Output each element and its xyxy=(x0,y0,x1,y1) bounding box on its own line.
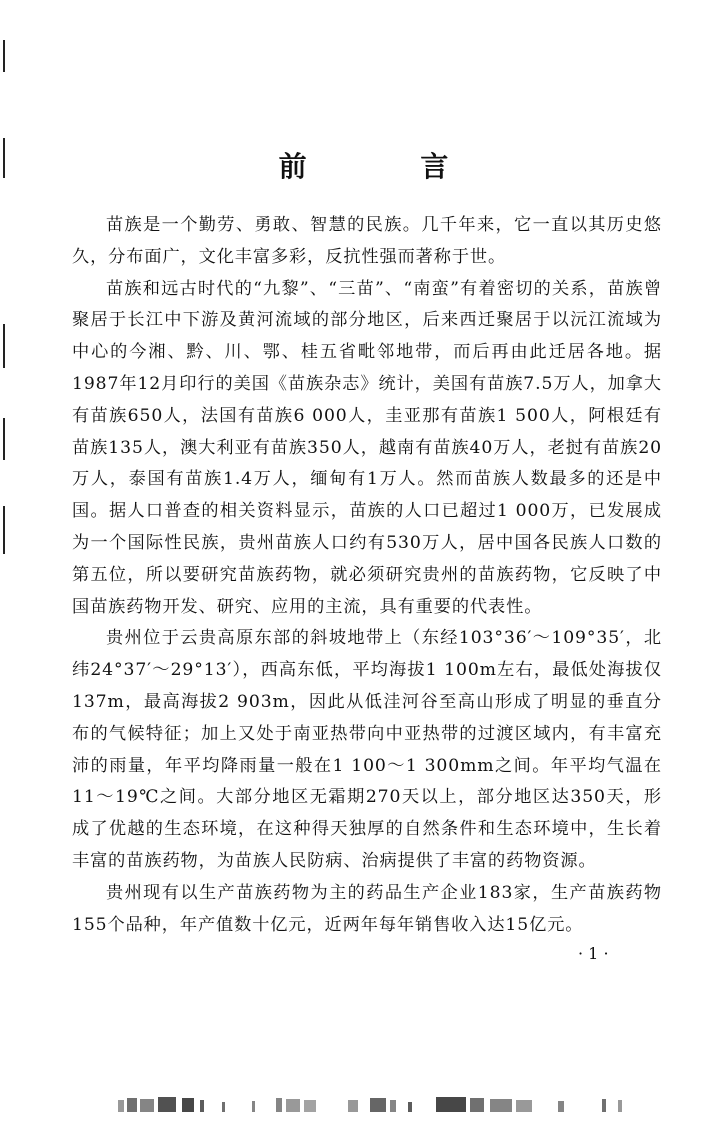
scan-margin-mark xyxy=(3,418,5,460)
paragraph-2: 苗族和远古时代的“九黎”、“三苗”、“南蛮”有着密切的关系，苗族曾聚居于长江中下游及黄河流域的部分地区，后来西迁聚居于以沅江流域为中心的今湘、黔、川、鄂、桂五省毗邻地带，而后再由此迁居各地。据1987年12月印行的美国《苗族杂志》统计，美国有苗族7.5万人，加拿大有苗族650人，法国有苗族6 000人，圭亚那有苗族1 500人，阿根廷有苗族135人，澳大利亚有苗族350人，越南有苗族40万人，老挝有苗族20万人，泰国有苗族1.4万人，缅甸有1万人。然而苗族人数最多的还是中国。据人口普查的相关资料显示，苗族的人口已超过1 000万，已发展成为一个国际性民族，贵州苗族人口约有530万人，居中国各民族人口数的第五位，所以要研究苗族药物，就必须研究贵州的苗族药物，它反映了中国苗族药物开发、研究、应用的主流，具有重要的代表性。 xyxy=(72,278,662,617)
paragraph-3: 贵州位于云贵高原东部的斜坡地带上（东经103°36′～109°35′，北纬24°37′～29°13′），西高东低，平均海拔1 100m左右，最低处海拔仅137m，最高海拔2 903m，因此从低洼河谷至高山形成了明显的垂直分布的气候特征；加上又处于南亚热带向中亚热带的过渡区域内，有丰富充沛的雨量，年平均降雨量一般在1 100～1 300mm之间。年平均气温在11～19℃之间。大部分地区无霜期270天以上，部分地区达350天，形成了优越的生态环境，在这种得天独厚的自然条件和生态环境中，生长着丰富的苗族药物，为苗族人民防病、治病提供了丰富的药物资源。 xyxy=(72,628,662,871)
page-number: · 1 · xyxy=(578,944,609,963)
scan-margin-mark xyxy=(3,506,5,554)
paragraph-4: 贵州现有以生产苗族药物为主的药品生产企业183家，生产苗族药物155个品种，年产值数十亿元，近两年每年销售收入达15亿元。 xyxy=(72,882,662,935)
body-text xyxy=(72,210,662,941)
scan-margin-mark xyxy=(3,324,5,368)
page-title: 前 言 xyxy=(278,150,501,183)
scan-noise-strip xyxy=(118,1094,698,1116)
paragraph-1: 苗族是一个勤劳、勇敢、智慧的民族。几千年来，它一直以其历史悠久，分布面广，文化丰富多彩，反抗性强而著称于世。 xyxy=(72,215,662,267)
scan-margin-mark xyxy=(3,40,5,72)
